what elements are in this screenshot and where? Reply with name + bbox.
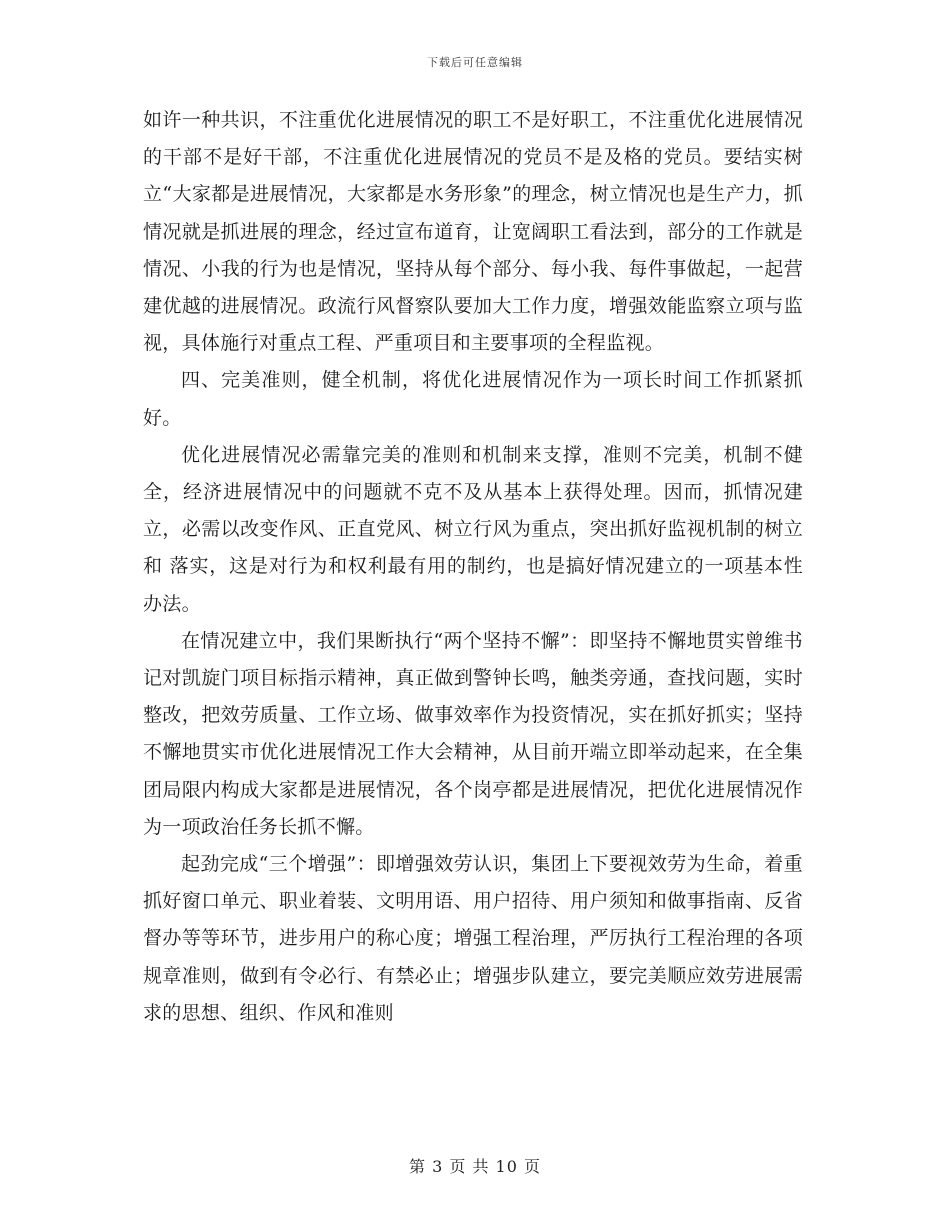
paragraph-1: 如许一种共识，不注重优化进展情况的职工不是好职工，不注重优化进展情况的干部不是好干部，不注重优化进展情况的党员不是及格的党员。要结实树立“大家都是进展情况，大家都是水务形象”的理念，树立情况也是生产力，抓情况就是抓进展的理念，经过宣布道育，让宽阔职工看法到，部分的工作就是情况、小我的行为也是情况，坚持从每个部分、每小我、每件事做起，一起营建优越的进展情况。政流行风督察队要加大工作力度，增强效能监察立项与监视，具体施行对重点工程、严重项目和主要事项的全程监视。 bbox=[143, 109, 803, 355]
page-number: 第 3 页 共 10 页 bbox=[409, 1157, 541, 1176]
paragraph-2: 四、完美准则，健全机制，将优化进展情况作为一项长时间工作抓紧抓好。 bbox=[143, 369, 803, 429]
page-header: 下载后可任意编辑 bbox=[427, 56, 523, 69]
paragraph-4: 在情况建立中，我们果断执行“两个坚持不懈”：即坚持不懈地贯实曾维书记对凯旋门项目标指示精神，真正做到警钟长鸣，触类旁通，查找问题，实时整改，把效劳质量、工作立场、做事效率作为投资情况，实在抓好抓实；坚持不懈地贯实市优化进展情况工作大会精神，从目前开端立即举动起来，在全集团局限内构成大家都是进展情况，各个岗亭都是进展情况，把优化进展情况作为一项政治任务长抓不懈。 bbox=[143, 629, 803, 838]
paragraph-5: 起劲完成“三个增强”：即增强效劳认识，集团上下要视效劳为生命，着重抓好窗口单元、职业着装、文明用语、用户招待、用户须知和做事指南、反省督办等等环节，进步用户的称心度；增强工程治理，严厉执行工程治理的各项规章准则，做到有令必行、有禁必止；增强步队建立，要完美顺应效劳进展需求的思想、组织、作风和准则 bbox=[143, 853, 803, 1024]
paragraph-3: 优化进展情况必需靠完美的准则和机制来支撑，准则不完美，机制不健全，经济进展情况中的问题就不克不及从基本上获得处理。因而，抓情况建立，必需以改变作风、正直党风、树立行风为重点，突出抓好监视机制的树立和 落实，这是对行为和权利最有用的制约，也是搞好情况建立的一项基本性办法。 bbox=[143, 443, 803, 615]
document-body bbox=[143, 102, 803, 1032]
